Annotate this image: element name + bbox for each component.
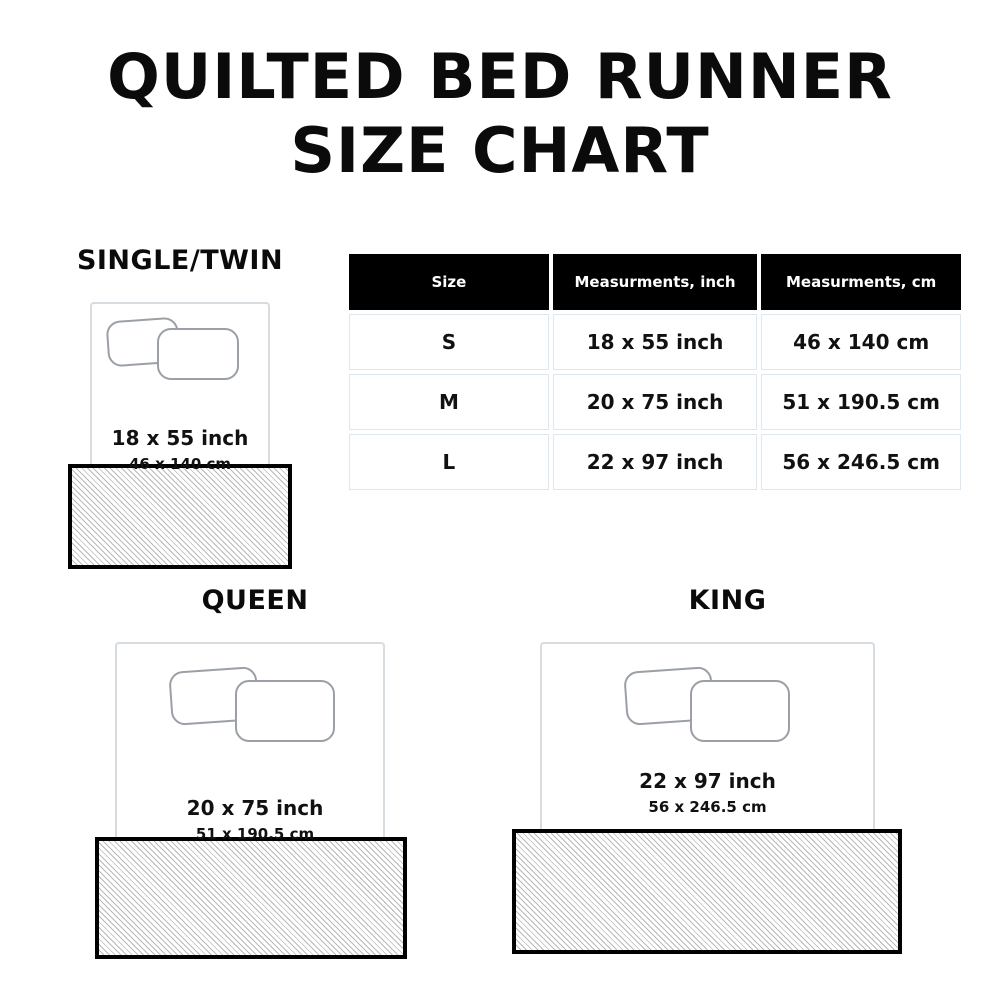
table-header-row xyxy=(349,254,961,310)
title-line-1: QUILTED BED RUNNER xyxy=(107,40,893,113)
bed-heading-single-twin: SINGLE/TWIN xyxy=(76,245,284,276)
dimension-inch-queen: 20 x 75 inch xyxy=(186,796,324,820)
table-row xyxy=(349,434,961,490)
title-line-2: SIZE CHART xyxy=(290,114,710,187)
table-row xyxy=(349,314,961,370)
table-header-cm: Measurments, cm xyxy=(761,254,961,310)
dimension-inch-king: 22 x 97 inch xyxy=(639,769,776,793)
cell-inch-l: 22 x 97 inch xyxy=(553,434,757,490)
cell-cm-s: 46 x 140 cm xyxy=(761,314,961,370)
table-header-size: Size xyxy=(349,254,549,310)
table-header-inch: Measurments, inch xyxy=(553,254,757,310)
bed-diagram-single-twin xyxy=(50,245,310,569)
pillow-front-single-twin xyxy=(157,328,239,380)
page-title xyxy=(0,40,1000,188)
dimension-cm-queen: 51 x 190.5 cm xyxy=(195,825,315,843)
size-chart-table xyxy=(345,250,965,494)
bed-runner-single-twin xyxy=(68,464,292,569)
pillow-front-queen xyxy=(235,680,335,742)
bed-heading-queen: QUEEN xyxy=(201,585,309,616)
dimension-cm-single-twin: 46 x 140 cm xyxy=(128,455,232,473)
table-row xyxy=(349,374,961,430)
bed-runner-queen xyxy=(95,837,407,959)
pillow-front-king xyxy=(690,680,790,742)
cell-size-m: M xyxy=(349,374,549,430)
cell-cm-m: 51 x 190.5 cm xyxy=(761,374,961,430)
bed-diagram-king xyxy=(540,585,915,944)
dimension-cm-king: 56 x 246.5 cm xyxy=(648,798,767,816)
bed-diagram-queen xyxy=(85,585,425,944)
dimension-inch-single-twin: 18 x 55 inch xyxy=(111,426,249,450)
cell-inch-s: 18 x 55 inch xyxy=(553,314,757,370)
cell-size-l: L xyxy=(349,434,549,490)
cell-cm-l: 56 x 246.5 cm xyxy=(761,434,961,490)
bed-runner-king xyxy=(512,829,902,954)
cell-size-s: S xyxy=(349,314,549,370)
cell-inch-m: 20 x 75 inch xyxy=(553,374,757,430)
bed-heading-king: KING xyxy=(688,585,767,616)
